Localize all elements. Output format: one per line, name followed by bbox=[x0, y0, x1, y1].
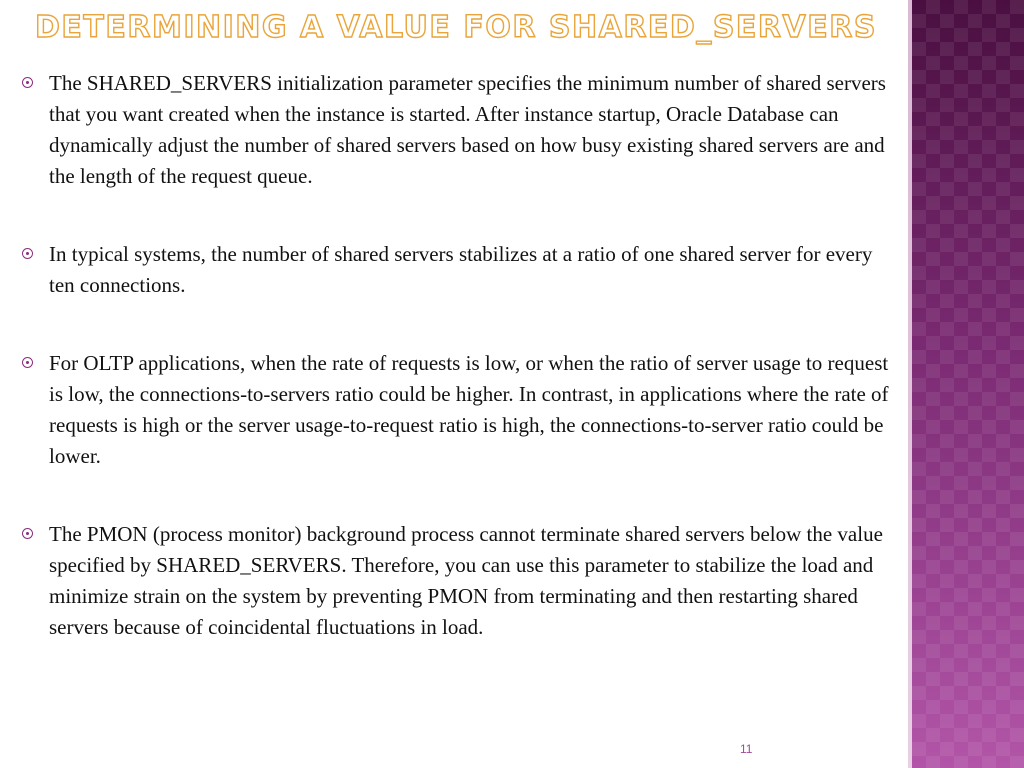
bullet-text: For OLTP applications, when the rate of requests is low, or when the ratio of server usage to request is low, the connections-to-servers ratio could be higher. In contrast, in applications where the rate of requests is high or the server usage-to-request ratio is high, the connections-to-server ratio could be lower. bbox=[49, 351, 889, 468]
bullet-text: The SHARED_SERVERS initialization parameter specifies the minimum number of shared servers that you want created when the instance is started. After instance startup, Oracle Database can dynamically adjust the number of shared servers based on how busy existing shared servers are and the length of the request queue. bbox=[49, 71, 886, 188]
decorative-side-band bbox=[912, 0, 1024, 768]
bullet-item-4 bbox=[22, 519, 900, 643]
slide-title: DETERMINING A VALUE FOR SHARED_SERVERS bbox=[35, 10, 877, 45]
bullet-list bbox=[22, 68, 900, 690]
bullet-text: The PMON (process monitor) background process cannot terminate shared servers below the value specified by SHARED_SERVERS. Therefore, you can use this parameter to stabilize the load and minimize strain on the system by preventing PMON from terminating and then restarting shared servers because of coincidental fluctuations in load. bbox=[49, 522, 883, 639]
circle-bullet-icon bbox=[22, 248, 33, 259]
bullet-text: In typical systems, the number of shared servers stabilizes at a ratio of one shared server for every ten connections. bbox=[49, 242, 873, 297]
bullet-item-2 bbox=[22, 239, 900, 301]
page-number: 11 bbox=[740, 742, 753, 756]
bullet-item-3 bbox=[22, 348, 900, 472]
bullet-item-1 bbox=[22, 68, 900, 192]
circle-bullet-icon bbox=[22, 77, 33, 88]
circle-bullet-icon bbox=[22, 528, 33, 539]
circle-bullet-icon bbox=[22, 357, 33, 368]
